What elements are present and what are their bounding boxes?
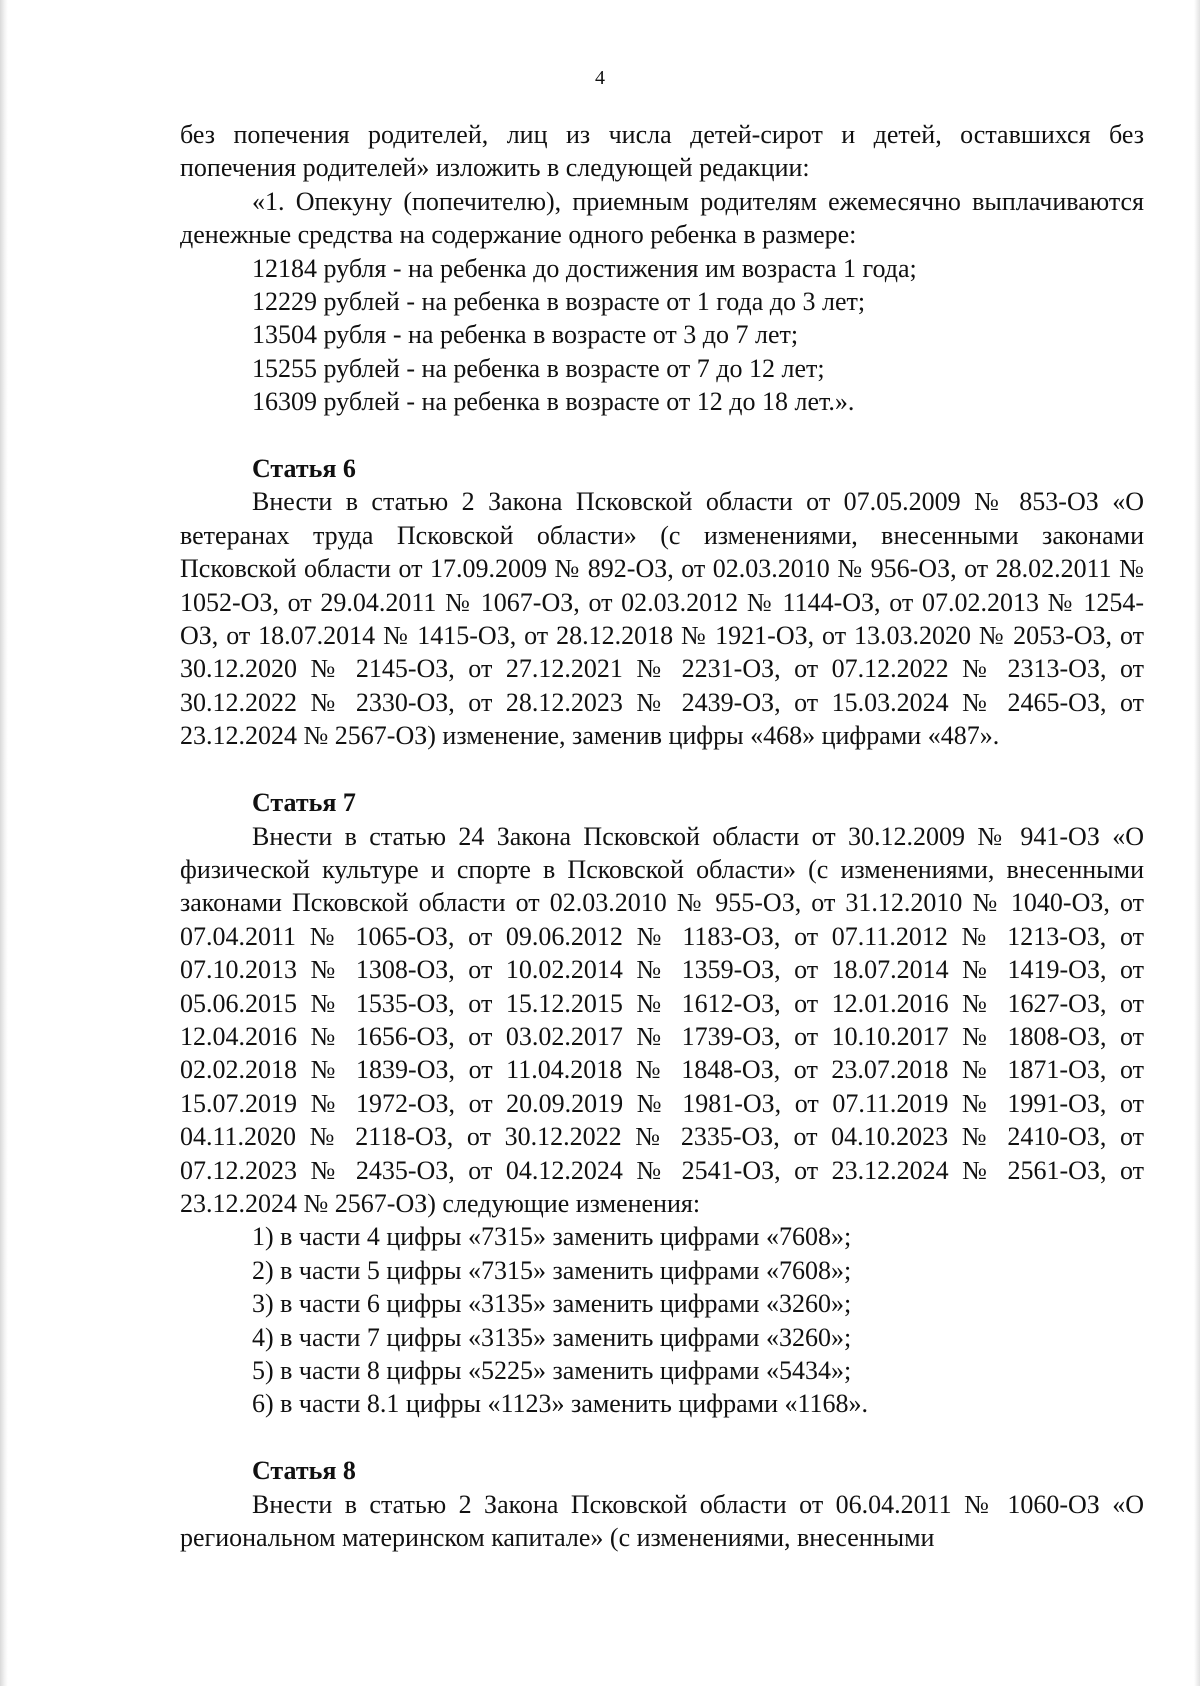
quoted-point-1: «1. Опекуну (попечителю), приемным родителям ежемесячно выплачиваются денежные средства на содержание одного ребенка в размере:	[180, 186, 1144, 250]
amendment-item: 1) в части 4 цифры «7315» заменить цифрами «7608»;	[252, 1222, 852, 1252]
amendment-item: 2) в части 5 цифры «7315» заменить цифрами «7608»;	[252, 1255, 852, 1285]
amount-line: 15255 рублей - на ребенка в возрасте от 7 до 12 лет;	[252, 353, 825, 383]
amendment-item: 5) в части 8 цифры «5225» заменить цифрами «5434»;	[252, 1356, 852, 1385]
amendment-item: 4) в части 7 цифры «3135» заменить цифрами «3260»;	[252, 1322, 852, 1352]
amount-line: 16309 рублей - на ребенка в возрасте от 12 до 18 лет.».	[252, 387, 855, 417]
section-spacer	[180, 753, 1144, 786]
section-spacer	[180, 419, 1144, 452]
article-8-heading: Статья 8	[252, 1456, 356, 1486]
article-8-text: Внести в статью 2 Закона Псковской области от 06.04.2011 № 1060-ОЗ «О региональном материнском капитале» (с изменениями, внесенными	[180, 1489, 1144, 1553]
article-6-heading: Статья 6	[252, 454, 356, 484]
article-7-text: Внести в статью 24 Закона Псковской области от 30.12.2009 № 941-ОЗ «О физической культуре и спорте в Псковской области» (с изменениями, внесенными законами Псковской области от 02.03.2010 № 955-ОЗ, от 31.12.2010 № 1040-ОЗ, от 07.04.2011 № 1065-ОЗ, от 09.06.2012 № 1183-ОЗ, от 07.11.2012 № 1213-ОЗ, от 07.10.2013 № 1308-ОЗ, от 10.02.2014 № 1359-ОЗ, от 18.07.2014 № 1419-ОЗ, от 05.06.2015 № 1535-ОЗ, от 15.12.2015 № 1612-ОЗ, от 12.01.2016 № 1627-ОЗ, от 12.04.2016 № 1656-ОЗ, от 03.02.2017 № 1739-ОЗ, от 10.10.2017 № 1808-ОЗ, от 02.02.2018 № 1839-ОЗ, от 11.04.2018 № 1848-ОЗ, от 23.07.2018 № 1871-ОЗ, от 15.07.2019 № 1972-ОЗ, от 20.09.2019 № 1981-ОЗ, от 07.11.2019 № 1991-ОЗ, от 04.11.2020 № 2118-ОЗ, от 30.12.2022 № 2335-ОЗ, от 04.10.2023 № 2410-ОЗ, от 07.12.2023 № 2435-ОЗ, от 04.12.2024 № 2541-ОЗ, от 23.12.2024 № 2561-ОЗ, от 23.12.2024 № 2567-ОЗ) следующие изменения:	[180, 821, 1144, 1218]
document-body	[180, 118, 1144, 1554]
section-spacer	[180, 1421, 1144, 1454]
page-number: 4	[595, 67, 605, 89]
amount-line: 12229 рублей - на ребенка в возрасте от 1 года до 3 лет;	[252, 287, 866, 317]
intro-paragraph: без попечения родителей, лиц из числа детей-сирот и детей, оставшихся без попечения родителей» изложить в следующей редакции:	[180, 120, 1144, 183]
scan-edge-left	[0, 0, 8, 1686]
amount-line: 12184 рубля - на ребенка до достижения им возраста 1 года;	[252, 253, 917, 283]
amendment-item: 3) в части 6 цифры «3135» заменить цифрами «3260»;	[252, 1289, 852, 1319]
amendment-item: 6) в части 8.1 цифры «1123» заменить цифрами «1168».	[252, 1389, 869, 1419]
article-7-heading: Статья 7	[252, 788, 356, 818]
article-6-text: Внести в статью 2 Закона Псковской области от 07.05.2009 № 853-ОЗ «О ветеранах труда Псковской области» (с изменениями, внесенными законами Псковской области от 17.09.2009 № 892-ОЗ, от 02.03.2010 № 956-ОЗ, от 28.02.2011 № 1052-ОЗ, от 29.04.2011 № 1067-ОЗ, от 02.03.2012 № 1144-ОЗ, от 07.02.2013 № 1254-ОЗ, от 18.07.2014 № 1415-ОЗ, от 28.12.2018 № 1921-ОЗ, от 13.03.2020 № 2053-ОЗ, от 30.12.2020 № 2145-ОЗ, от 27.12.2021 № 2231-ОЗ, от 07.12.2022 № 2313-ОЗ, от 30.12.2022 № 2330-ОЗ, от 28.12.2023 № 2439-ОЗ, от 15.03.2024 № 2465-ОЗ, от 23.12.2024 № 2567-ОЗ) изменение, заменив цифры «468» цифрами «487».	[180, 487, 1144, 751]
amount-line: 13504 рубля - на ребенка в возрасте от 3 до 7 лет;	[252, 320, 799, 350]
scan-edge-right	[1194, 0, 1200, 1686]
